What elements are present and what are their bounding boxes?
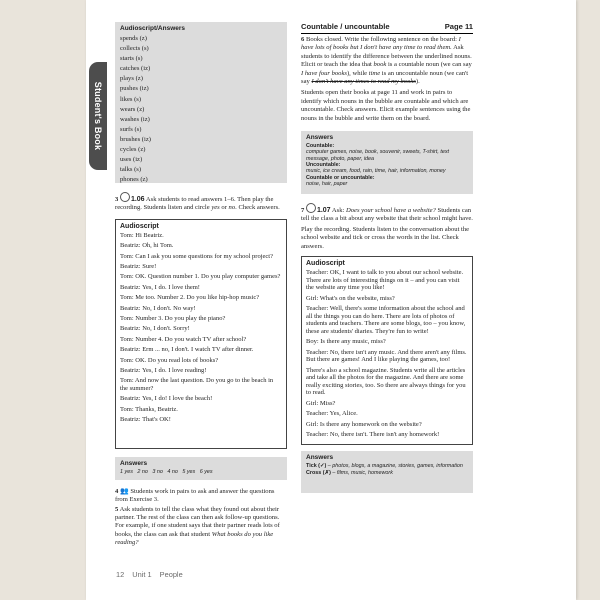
script-line: Teacher: Yes, Alice. xyxy=(306,410,358,418)
cross-list: – films, music, homework xyxy=(330,469,393,476)
both-list: noise, hair, paper xyxy=(306,180,348,187)
answer-word: brushes (iz) xyxy=(120,135,151,143)
countable-list: computer games, noise, book, souvenir, sweets, T-shirt, text message, photo, paper, idea xyxy=(306,149,450,162)
script-line: Beatriz: No, I don't. No way! xyxy=(120,304,196,312)
students-book-side-tab xyxy=(89,62,107,170)
answer-word: collects (s) xyxy=(120,45,149,53)
yes-word: yes xyxy=(211,204,220,212)
script-line: There's also a school magazine. Students write all the articles and take all the photos for the magazine. And there are some really exciting stories, too. So there are always things for you to read. xyxy=(306,366,466,397)
right-column xyxy=(301,22,473,493)
script-line: Beatriz: Sure! xyxy=(120,262,157,270)
exercise-3-text: Ask students to read answers 1–6. Then play the recording. Students listen and circle xyxy=(115,196,274,212)
exercise-6-text-1: Books closed. Write the following sentence on the board: xyxy=(304,36,459,43)
uncountable-list: music, ice cream, food, rain, time, hair, information, money xyxy=(306,168,446,175)
answer-word: wears (z) xyxy=(120,105,145,113)
script-line: Tom: And now the last question. Do you go to the beach in the summer? xyxy=(120,377,274,392)
cross-answers xyxy=(306,470,468,476)
exercise-7-instructions xyxy=(301,203,473,224)
script-line: Teacher: OK, I want to talk to you about our school website. There are lots of interesting things on it – and you can visit the website any time you like! xyxy=(306,269,464,292)
tick-label: Tick (✓) xyxy=(306,463,327,470)
exercise-number: 7 xyxy=(301,207,305,215)
answer-word: washes (iz) xyxy=(120,115,150,123)
script-line: Beatriz: Yes, I do. I love them! xyxy=(120,283,200,291)
section-title: Countable / uncountable xyxy=(301,22,390,31)
exercise-7-text: Students can tell the class a bit about any website that their school might have. xyxy=(301,207,473,223)
exercise-6-text-4: ), while xyxy=(346,69,369,77)
page-number: 12 xyxy=(116,570,125,579)
exercise-number: 6 xyxy=(301,36,305,43)
exercise-6-text-6: ). xyxy=(415,78,420,86)
script-line: Beatriz: Yes, I do. I love reading! xyxy=(120,366,207,374)
answers-title: Answers xyxy=(306,134,334,142)
audio-cd-icon xyxy=(120,192,130,202)
answer-word: plays (z) xyxy=(120,75,143,83)
script-line: Beatriz: That's OK! xyxy=(120,416,171,424)
exercise-5-instructions xyxy=(115,506,287,548)
ask-question: Does your school have a website? xyxy=(345,207,436,215)
exercise-number: 4 xyxy=(115,487,119,495)
answer-word: pushes (iz) xyxy=(120,85,149,93)
word-time: time xyxy=(368,69,381,77)
script-line: Tom: Thanks, Beatriz. xyxy=(120,405,178,413)
script-line: Beatriz: No, I don't. Sorry! xyxy=(120,325,190,333)
exercise-6-text-3: is a countable noun (we can say xyxy=(386,61,472,69)
audioscript-box xyxy=(115,219,287,449)
exercise-3-instructions xyxy=(115,192,287,213)
pair-work-icon: 👥 xyxy=(119,486,129,495)
audioscript-title: Audioscript xyxy=(120,222,159,230)
answer-word: starts (s) xyxy=(120,55,143,63)
answer-word: catches (iz) xyxy=(120,65,151,73)
audioscript-answers-title: Audioscript/Answers xyxy=(120,25,186,32)
no-word: no xyxy=(228,204,236,212)
unit-label: Unit 1 xyxy=(132,570,152,579)
tick-list: – photos, blogs, a magazine, stories, games, information xyxy=(326,463,463,470)
audioscript-7-box xyxy=(301,256,473,445)
answers-title: Answers xyxy=(120,459,148,467)
answer-word: cycles (z) xyxy=(120,146,146,154)
exercise-4-text: Students work in pairs to ask and answer the questions from Exercise 3. xyxy=(115,487,275,504)
ask-text: Ask: xyxy=(330,207,346,215)
audioscript-lines xyxy=(120,232,282,424)
script-line: Beatriz: Yes, I do! I love the beach! xyxy=(120,395,213,403)
script-line: Tom: OK. Do you read lots of books? xyxy=(120,356,219,364)
both-label: Countable or uncountable: xyxy=(306,174,375,181)
exercise-6-instructions xyxy=(301,36,473,86)
answer-word-list xyxy=(120,34,282,185)
board-sentence: I have lots of books but I don't have any time to read them. xyxy=(301,36,461,52)
answers-7-box xyxy=(301,451,473,493)
script-line: Tom: Me too. Number 2. Do you like hip-hop music? xyxy=(120,294,260,302)
script-line: Tom: Can I ask you some questions for my school project? xyxy=(120,252,273,260)
page-footer xyxy=(116,570,189,579)
or-word: or xyxy=(219,204,229,212)
track-number: 1.06 xyxy=(130,196,145,203)
audioscript-lines xyxy=(306,269,468,438)
answer-word: likes (s) xyxy=(120,95,142,103)
struck-sentence: I don't have any times to read my books xyxy=(311,78,416,86)
answers-title: Answers xyxy=(306,454,334,462)
script-line: Tom: OK. Question number 1. Do you play computer games? xyxy=(120,273,281,281)
exercise-number: 3 xyxy=(115,196,119,203)
countable-label: Countable: xyxy=(306,143,335,150)
script-line: Girl: Miss? xyxy=(306,399,336,407)
script-line: Tom: Hi Beatriz. xyxy=(120,231,164,239)
example-question: What books do you like reading? xyxy=(115,530,274,547)
audioscript-answers-box xyxy=(115,22,287,183)
script-line: Teacher: No, there isn't. There isn't any homework! xyxy=(306,430,440,438)
side-tab-label: Student's Book xyxy=(93,81,103,151)
answer-word: talks (s) xyxy=(120,166,142,174)
answers-6-box xyxy=(301,131,473,194)
exercise-4-instructions xyxy=(115,487,287,505)
exercise-7-paragraph-2: Play the recording. Students listen to the conversation about the school website and tick or cross the words in the list. Check answers. xyxy=(301,225,470,250)
section-header xyxy=(301,22,473,34)
answer-word: phones (z) xyxy=(120,176,148,184)
unit-title: People xyxy=(159,570,183,579)
script-line: Tom: Number 3. Do you play the piano? xyxy=(120,314,226,322)
script-line: Beatriz: Erm ... no, I don't. I watch TV after dinner. xyxy=(120,346,254,354)
answers-box xyxy=(115,457,287,480)
uncountable-label: Uncountable: xyxy=(306,161,341,168)
script-line: Boy: Is there any music, miss? xyxy=(306,338,386,346)
script-line: Teacher: Well, there's some information about the school and all the things you can do here. There are lots of photos of students and teachers. There are some blogs, too – you know, these are students' diaries. They're fun to write! xyxy=(306,305,466,335)
left-column xyxy=(115,22,287,548)
countable-example: I have four books xyxy=(301,69,347,77)
incorrect-example xyxy=(311,78,415,85)
script-line: Beatriz: Oh, hi Tom. xyxy=(120,242,174,250)
exercise-6-text-2: Ask students to identify the difference between the underlined nouns. Elicit or teach the idea that xyxy=(301,44,472,69)
track-number: 1.07 xyxy=(316,207,331,215)
exercise-3-text-end: . Check answers. xyxy=(235,204,280,212)
word-book: book xyxy=(373,61,387,69)
answers-text: 1 yes 2 no 3 no 4 no 5 yes 6 yes xyxy=(120,468,213,475)
script-line: Girl: Is there any homework on the website? xyxy=(306,420,422,428)
answer-word: surfs (s) xyxy=(120,125,142,133)
exercise-number: 5 xyxy=(115,505,119,513)
exercise-6-text-5: is an uncountable noun (we can't say xyxy=(301,69,469,86)
cross-label: Cross (✗) xyxy=(306,469,331,476)
page-reference: Page 11 xyxy=(444,22,473,31)
script-line: Teacher: No, there isn't any music. And there aren't any films. But there are games! And I like playing the games, too! xyxy=(306,348,467,364)
audio-cd-icon xyxy=(306,203,316,213)
script-line: Girl: What's on the website, miss? xyxy=(306,294,395,302)
answer-word: spends (z) xyxy=(120,35,147,42)
script-line: Tom: Number 4. Do you watch TV after school? xyxy=(120,335,247,343)
answer-word: uses (iz) xyxy=(120,156,143,164)
exercise-6-paragraph-2: Students open their books at page 11 and work in pairs to identify which nouns in the bubble are countable and which are uncountable. Check answers. Elicit example sentences using the nouns in the bubble and write them on the board. xyxy=(301,89,471,122)
exercise-5-text: Ask students to tell the class what they found out about their partner. The rest of the class can then ask follow-up questions. For example, if one student says that their partner reads lots of books, the class can ask that student xyxy=(115,505,280,538)
audioscript-title: Audioscript xyxy=(306,260,345,268)
